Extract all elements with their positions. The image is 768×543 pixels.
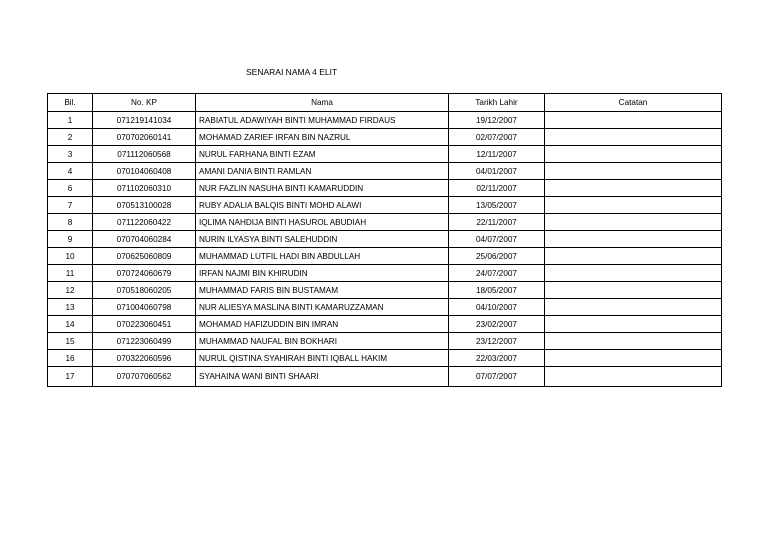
cell-tarikh-lahir: 13/05/2007 (449, 197, 545, 214)
header-tarikh-lahir: Tarikh Lahir (449, 94, 545, 112)
cell-nama: SYAHAINA WANI BINTI SHAARI (196, 367, 449, 387)
cell-no-kp: 070223060451 (93, 316, 196, 333)
cell-bil: 15 (48, 333, 93, 350)
header-catatan: Catatan (545, 94, 722, 112)
cell-nama: MUHAMMAD LUTFIL HADI BIN ABDULLAH (196, 248, 449, 265)
cell-tarikh-lahir: 04/07/2007 (449, 231, 545, 248)
cell-tarikh-lahir: 23/12/2007 (449, 333, 545, 350)
cell-catatan (545, 112, 722, 129)
cell-bil: 4 (48, 163, 93, 180)
cell-catatan (545, 129, 722, 146)
cell-bil: 14 (48, 316, 93, 333)
cell-catatan (545, 180, 722, 197)
cell-nama: MUHAMMAD FARIS BIN BUSTAMAM (196, 282, 449, 299)
table-row (48, 163, 722, 180)
header-bil: Bil. (48, 94, 93, 112)
cell-bil: 17 (48, 367, 93, 387)
table-row (48, 265, 722, 282)
cell-bil: 9 (48, 231, 93, 248)
table-row (48, 231, 722, 248)
cell-tarikh-lahir: 12/11/2007 (449, 146, 545, 163)
cell-nama: MUHAMMAD NAUFAL BIN BOKHARI (196, 333, 449, 350)
cell-tarikh-lahir: 18/05/2007 (449, 282, 545, 299)
cell-no-kp: 070724060679 (93, 265, 196, 282)
table-row (48, 282, 722, 299)
cell-no-kp: 071102060310 (93, 180, 196, 197)
cell-bil: 1 (48, 112, 93, 129)
cell-no-kp: 070707060562 (93, 367, 196, 387)
table-row (48, 248, 722, 265)
cell-bil: 3 (48, 146, 93, 163)
cell-catatan (545, 299, 722, 316)
cell-catatan (545, 197, 722, 214)
header-no-kp: No. KP (93, 94, 196, 112)
cell-bil: 16 (48, 350, 93, 367)
cell-nama: NURUL QISTINA SYAHIRAH BINTI IQBALL HAKIM (196, 350, 449, 367)
cell-nama: NURIN ILYASYA BINTI SALEHUDDIN (196, 231, 449, 248)
cell-catatan (545, 350, 722, 367)
cell-bil: 12 (48, 282, 93, 299)
cell-catatan (545, 265, 722, 282)
cell-catatan (545, 163, 722, 180)
cell-catatan (545, 231, 722, 248)
cell-bil: 7 (48, 197, 93, 214)
cell-nama: AMANI DANIA BINTI RAMLAN (196, 163, 449, 180)
cell-no-kp: 071219141034 (93, 112, 196, 129)
table-row (48, 129, 722, 146)
cell-nama: RABIATUL ADAWIYAH BINTI MUHAMMAD FIRDAUS (196, 112, 449, 129)
cell-nama: NURUL FARHANA BINTI EZAM (196, 146, 449, 163)
cell-bil: 8 (48, 214, 93, 231)
cell-no-kp: 071223060499 (93, 333, 196, 350)
cell-no-kp: 070704060284 (93, 231, 196, 248)
cell-tarikh-lahir: 04/10/2007 (449, 299, 545, 316)
table-row (48, 350, 722, 367)
cell-tarikh-lahir: 02/11/2007 (449, 180, 545, 197)
table-row (48, 367, 722, 387)
cell-tarikh-lahir: 19/12/2007 (449, 112, 545, 129)
cell-nama: MOHAMAD HAFIZUDDIN BIN IMRAN (196, 316, 449, 333)
cell-nama: IRFAN NAJMI BIN KHIRUDIN (196, 265, 449, 282)
table-header-row (48, 94, 722, 112)
cell-nama: RUBY ADALIA BALQIS BINTI MOHD ALAWI (196, 197, 449, 214)
cell-no-kp: 070513100028 (93, 197, 196, 214)
cell-nama: MOHAMAD ZARIEF IRFAN BIN NAZRUL (196, 129, 449, 146)
cell-no-kp: 070104060408 (93, 163, 196, 180)
table-row (48, 333, 722, 350)
cell-catatan (545, 367, 722, 387)
cell-catatan (545, 316, 722, 333)
cell-tarikh-lahir: 25/06/2007 (449, 248, 545, 265)
table-row (48, 180, 722, 197)
cell-catatan (545, 248, 722, 265)
table-row (48, 316, 722, 333)
cell-tarikh-lahir: 02/07/2007 (449, 129, 545, 146)
cell-catatan (545, 282, 722, 299)
cell-no-kp: 071004060798 (93, 299, 196, 316)
cell-nama: IQLIMA NAHDIJA BINTI HASUROL ABUDIAH (196, 214, 449, 231)
table-row (48, 214, 722, 231)
table-row (48, 112, 722, 129)
student-list-table (47, 93, 722, 387)
cell-no-kp: 070518060205 (93, 282, 196, 299)
cell-tarikh-lahir: 07/07/2007 (449, 367, 545, 387)
cell-bil: 6 (48, 180, 93, 197)
cell-no-kp: 070702060141 (93, 129, 196, 146)
cell-no-kp: 071122060422 (93, 214, 196, 231)
cell-bil: 13 (48, 299, 93, 316)
table-row (48, 146, 722, 163)
table-row (48, 197, 722, 214)
cell-bil: 10 (48, 248, 93, 265)
cell-nama: NUR FAZLIN NASUHA BINTI KAMARUDDIN (196, 180, 449, 197)
cell-catatan (545, 146, 722, 163)
cell-no-kp: 070625060809 (93, 248, 196, 265)
cell-bil: 11 (48, 265, 93, 282)
cell-nama: NUR ALIESYA MASLINA BINTI KAMARUZZAMAN (196, 299, 449, 316)
cell-tarikh-lahir: 23/02/2007 (449, 316, 545, 333)
cell-tarikh-lahir: 24/07/2007 (449, 265, 545, 282)
table-body (48, 112, 722, 387)
cell-no-kp: 071112060568 (93, 146, 196, 163)
table-row (48, 299, 722, 316)
header-nama: Nama (196, 94, 449, 112)
cell-bil: 2 (48, 129, 93, 146)
cell-no-kp: 070322060596 (93, 350, 196, 367)
document-title: SENARAI NAMA 4 ELIT (246, 67, 338, 77)
cell-catatan (545, 333, 722, 350)
cell-tarikh-lahir: 04/01/2007 (449, 163, 545, 180)
cell-catatan (545, 214, 722, 231)
cell-tarikh-lahir: 22/11/2007 (449, 214, 545, 231)
cell-tarikh-lahir: 22/03/2007 (449, 350, 545, 367)
